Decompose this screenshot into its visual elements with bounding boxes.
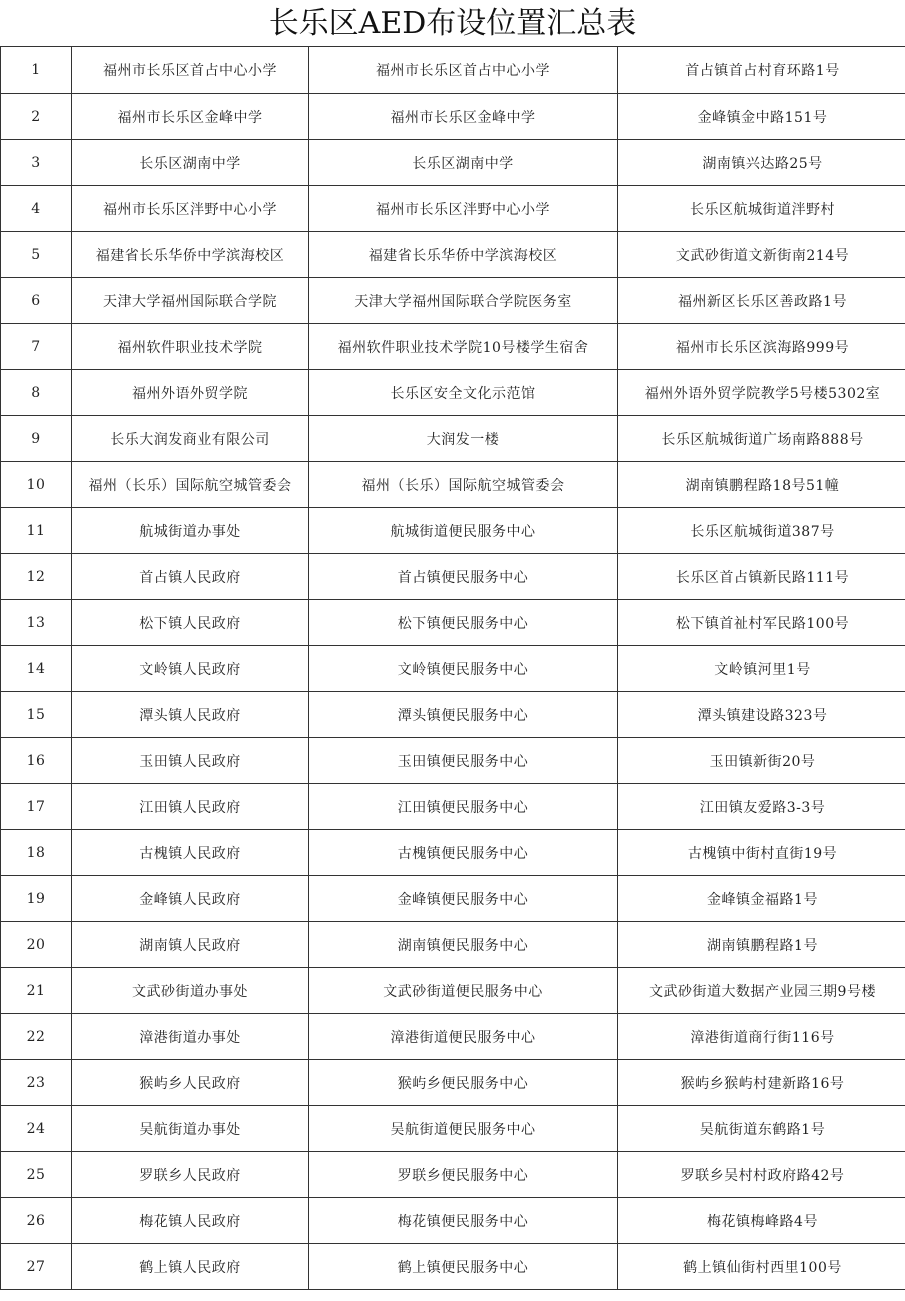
placement-location-cell: 大润发一楼 — [309, 416, 618, 462]
unit-name-cell: 天津大学福州国际联合学院 — [72, 278, 309, 324]
placement-location-cell: 首占镇便民服务中心 — [309, 554, 618, 600]
row-number-cell: 15 — [1, 692, 72, 738]
address-cell: 吴航街道东鹤路1号 — [618, 1106, 905, 1152]
page-title: 长乐区AED布设位置汇总表 — [268, 6, 637, 41]
placement-location-cell: 松下镇便民服务中心 — [309, 600, 618, 646]
placement-location-cell: 福州软件职业技术学院10号楼学生宿舍 — [309, 324, 618, 370]
unit-name-cell: 梅花镇人民政府 — [72, 1198, 309, 1244]
row-number-cell: 6 — [1, 278, 72, 324]
row-number-cell: 20 — [1, 922, 72, 968]
row-number-cell: 25 — [1, 1152, 72, 1198]
table-row — [1, 1198, 905, 1244]
unit-name-cell: 长乐大润发商业有限公司 — [72, 416, 309, 462]
placement-location-cell: 玉田镇便民服务中心 — [309, 738, 618, 784]
unit-name-cell: 吴航街道办事处 — [72, 1106, 309, 1152]
table-row — [1, 232, 905, 278]
address-cell: 金峰镇金中路151号 — [618, 94, 905, 140]
placement-location-cell: 福建省长乐华侨中学滨海校区 — [309, 232, 618, 278]
unit-name-cell: 福建省长乐华侨中学滨海校区 — [72, 232, 309, 278]
row-number-cell: 21 — [1, 968, 72, 1014]
placement-location-cell: 长乐区湖南中学 — [309, 140, 618, 186]
unit-name-cell: 福州市长乐区泮野中心小学 — [72, 186, 309, 232]
address-cell: 长乐区首占镇新民路111号 — [618, 554, 905, 600]
unit-name-cell: 潭头镇人民政府 — [72, 692, 309, 738]
placement-location-cell: 金峰镇便民服务中心 — [309, 876, 618, 922]
table-row — [1, 508, 905, 554]
placement-location-cell: 文岭镇便民服务中心 — [309, 646, 618, 692]
address-cell: 金峰镇金福路1号 — [618, 876, 905, 922]
table-row — [1, 324, 905, 370]
address-cell: 福州外语外贸学院教学5号楼5302室 — [618, 370, 905, 416]
address-cell: 长乐区航城街道泮野村 — [618, 186, 905, 232]
address-cell: 湖南镇鹏程路18号51幢 — [618, 462, 905, 508]
unit-name-cell: 猴屿乡人民政府 — [72, 1060, 309, 1106]
address-cell: 湖南镇鹏程路1号 — [618, 922, 905, 968]
row-number-cell: 26 — [1, 1198, 72, 1244]
row-number-cell: 12 — [1, 554, 72, 600]
address-cell: 漳港街道商行街116号 — [618, 1014, 905, 1060]
table-row — [1, 1152, 905, 1198]
placement-location-cell: 福州市长乐区金峰中学 — [309, 94, 618, 140]
unit-name-cell: 福州外语外贸学院 — [72, 370, 309, 416]
table-row — [1, 876, 905, 922]
row-number-cell: 3 — [1, 140, 72, 186]
address-cell: 梅花镇梅峰路4号 — [618, 1198, 905, 1244]
placement-location-cell: 潭头镇便民服务中心 — [309, 692, 618, 738]
placement-location-cell: 梅花镇便民服务中心 — [309, 1198, 618, 1244]
unit-name-cell: 漳港街道办事处 — [72, 1014, 309, 1060]
address-cell: 湖南镇兴达路25号 — [618, 140, 905, 186]
address-cell: 福州新区长乐区善政路1号 — [618, 278, 905, 324]
placement-location-cell: 福州（长乐）国际航空城管委会 — [309, 462, 618, 508]
row-number-cell: 9 — [1, 416, 72, 462]
placement-location-cell: 湖南镇便民服务中心 — [309, 922, 618, 968]
table-row — [1, 1244, 905, 1290]
address-cell: 江田镇友爱路3-3号 — [618, 784, 905, 830]
row-number-cell: 11 — [1, 508, 72, 554]
address-cell: 玉田镇新街20号 — [618, 738, 905, 784]
table-row — [1, 1106, 905, 1152]
address-cell: 潭头镇建设路323号 — [618, 692, 905, 738]
row-number-cell: 18 — [1, 830, 72, 876]
unit-name-cell: 文岭镇人民政府 — [72, 646, 309, 692]
aed-location-table — [0, 46, 905, 1290]
table-row — [1, 1060, 905, 1106]
placement-location-cell: 航城街道便民服务中心 — [309, 508, 618, 554]
row-number-cell: 17 — [1, 784, 72, 830]
table-row — [1, 278, 905, 324]
table-row — [1, 1014, 905, 1060]
placement-location-cell: 鹤上镇便民服务中心 — [309, 1244, 618, 1290]
unit-name-cell: 湖南镇人民政府 — [72, 922, 309, 968]
table-row — [1, 94, 905, 140]
row-number-cell: 4 — [1, 186, 72, 232]
table-row — [1, 738, 905, 784]
row-number-cell: 14 — [1, 646, 72, 692]
address-cell: 鹤上镇仙街村西里100号 — [618, 1244, 905, 1290]
unit-name-cell: 鹤上镇人民政府 — [72, 1244, 309, 1290]
placement-location-cell: 福州市长乐区首占中心小学 — [309, 47, 618, 94]
unit-name-cell: 江田镇人民政府 — [72, 784, 309, 830]
table-row — [1, 140, 905, 186]
placement-location-cell: 古槐镇便民服务中心 — [309, 830, 618, 876]
row-number-cell: 23 — [1, 1060, 72, 1106]
table-row — [1, 370, 905, 416]
table-row — [1, 600, 905, 646]
unit-name-cell: 福州软件职业技术学院 — [72, 324, 309, 370]
placement-location-cell: 吴航街道便民服务中心 — [309, 1106, 618, 1152]
unit-name-cell: 福州（长乐）国际航空城管委会 — [72, 462, 309, 508]
table-row — [1, 968, 905, 1014]
address-cell: 长乐区航城街道广场南路888号 — [618, 416, 905, 462]
unit-name-cell: 罗联乡人民政府 — [72, 1152, 309, 1198]
address-cell: 罗联乡吴村村政府路42号 — [618, 1152, 905, 1198]
table-row — [1, 830, 905, 876]
table-row — [1, 784, 905, 830]
address-cell: 松下镇首祉村军民路100号 — [618, 600, 905, 646]
address-cell: 古槐镇中街村直街19号 — [618, 830, 905, 876]
address-cell: 文武砂街道文新街南214号 — [618, 232, 905, 278]
placement-location-cell: 罗联乡便民服务中心 — [309, 1152, 618, 1198]
unit-name-cell: 航城街道办事处 — [72, 508, 309, 554]
row-number-cell: 7 — [1, 324, 72, 370]
table-row — [1, 47, 905, 94]
placement-location-cell: 天津大学福州国际联合学院医务室 — [309, 278, 618, 324]
unit-name-cell: 玉田镇人民政府 — [72, 738, 309, 784]
placement-location-cell: 猴屿乡便民服务中心 — [309, 1060, 618, 1106]
placement-location-cell: 漳港街道便民服务中心 — [309, 1014, 618, 1060]
row-number-cell: 8 — [1, 370, 72, 416]
row-number-cell: 13 — [1, 600, 72, 646]
table-body — [1, 47, 905, 1290]
table-row — [1, 922, 905, 968]
row-number-cell: 24 — [1, 1106, 72, 1152]
table-row — [1, 462, 905, 508]
row-number-cell: 22 — [1, 1014, 72, 1060]
row-number-cell: 16 — [1, 738, 72, 784]
unit-name-cell: 福州市长乐区首占中心小学 — [72, 47, 309, 94]
unit-name-cell: 金峰镇人民政府 — [72, 876, 309, 922]
row-number-cell: 5 — [1, 232, 72, 278]
unit-name-cell: 古槐镇人民政府 — [72, 830, 309, 876]
address-cell: 文武砂街道大数据产业园三期9号楼 — [618, 968, 905, 1014]
table-row — [1, 692, 905, 738]
placement-location-cell: 江田镇便民服务中心 — [309, 784, 618, 830]
row-number-cell: 27 — [1, 1244, 72, 1290]
unit-name-cell: 首占镇人民政府 — [72, 554, 309, 600]
placement-location-cell: 文武砂街道便民服务中心 — [309, 968, 618, 1014]
unit-name-cell: 福州市长乐区金峰中学 — [72, 94, 309, 140]
unit-name-cell: 文武砂街道办事处 — [72, 968, 309, 1014]
table-row — [1, 186, 905, 232]
address-cell: 文岭镇河里1号 — [618, 646, 905, 692]
address-cell: 首占镇首占村育环路1号 — [618, 47, 905, 94]
address-cell: 福州市长乐区滨海路999号 — [618, 324, 905, 370]
address-cell: 长乐区航城街道387号 — [618, 508, 905, 554]
address-cell: 猴屿乡猴屿村建新路16号 — [618, 1060, 905, 1106]
row-number-cell: 10 — [1, 462, 72, 508]
row-number-cell: 19 — [1, 876, 72, 922]
table-row — [1, 646, 905, 692]
unit-name-cell: 长乐区湖南中学 — [72, 140, 309, 186]
placement-location-cell: 长乐区安全文化示范馆 — [309, 370, 618, 416]
table-row — [1, 554, 905, 600]
row-number-cell: 2 — [1, 94, 72, 140]
table-row — [1, 416, 905, 462]
row-number-cell: 1 — [1, 47, 72, 94]
unit-name-cell: 松下镇人民政府 — [72, 600, 309, 646]
placement-location-cell: 福州市长乐区泮野中心小学 — [309, 186, 618, 232]
